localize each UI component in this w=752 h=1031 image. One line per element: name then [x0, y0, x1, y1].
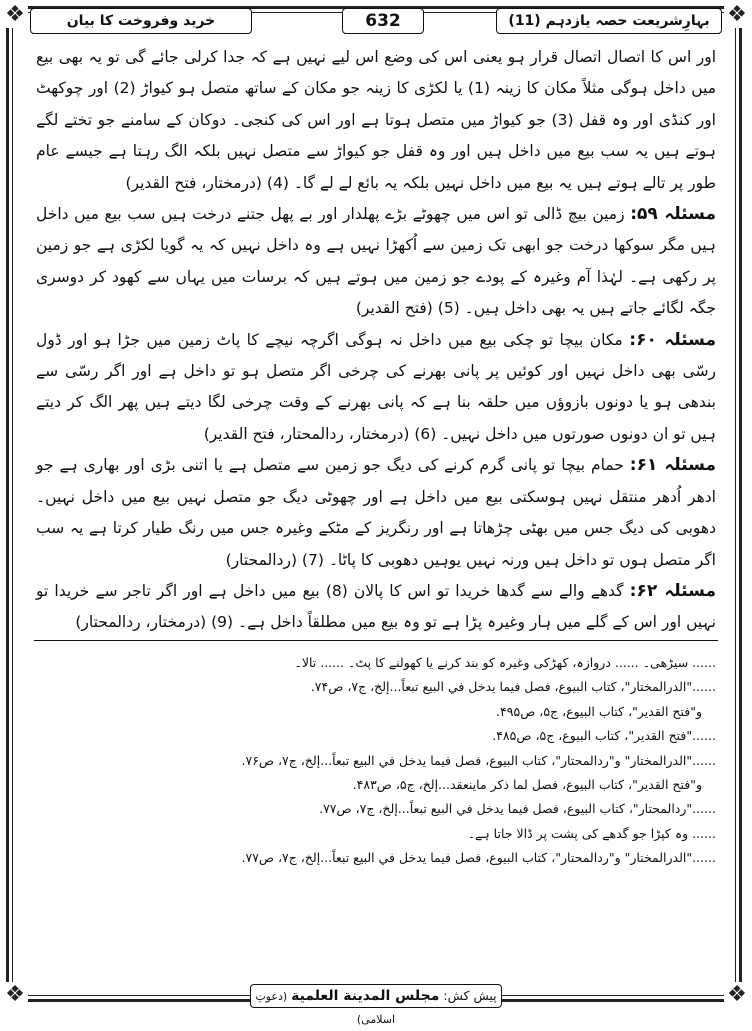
publisher-name: مجلس المدينة العلمية	[291, 988, 440, 1004]
masala-label: مسئلہ ۶۱:	[629, 455, 716, 476]
corner-ornament-icon: ❖	[724, 982, 750, 1008]
masala-label: مسئلہ ۵۹:	[630, 204, 716, 225]
footnote-divider	[34, 640, 718, 641]
masala-62	[36, 576, 716, 639]
footnote: ...... وہ کپڑا جو گدھے کی پشت پر ڈالا جاتا ہے۔	[467, 825, 716, 841]
page-body	[36, 42, 716, 639]
footnote: و"فتح القدير"، كتاب البيوع، فصل لما ذكر ماينعقد...إلخ، ج۵، ص۴۸۳.	[352, 777, 702, 793]
page-header	[30, 6, 722, 34]
footnote: ......"الدرالمختار" و"ردالمحتار"، كتاب البيوع، فصل فيما يدخل في البيع تبعاً...إلخ، ج۷، ص۷۶.	[241, 752, 716, 768]
footnote: و"فتح القدير"، كتاب البيوع، ج۵، ص۴۹۵.	[496, 703, 702, 719]
paragraph-intro: اور اس کا اتصال اتصال قرار ہو یعنی اس کی وضع اس لیے نہیں ہے کہ جدا کرلی جائے گی تو یہ بھی بیع میں داخل ہوگی مثلاً مکان کا زینہ (1) یا لکڑی کا زینہ جو مکان کے ساتھ متصل ہو کیواڑ (2) اور چوکھٹ اور کنڈی اور وہ قفل (3) جو کیواڑ میں متصل ہوتا ہے اور اس کی کنجی۔ دوکان کے سامنے جو تختے لگے ہوتے ہیں یہ سب بیع میں داخل ہیں اور وہ قفل جو کیواڑ سے متصل نہیں بلکہ الگ رہتا ہے جیسے عام طور پر تالے ہوتے ہیں یہ بیع میں داخل نہیں بلکہ یہ بائع لے لے گا۔ (4) (درمختار، فتح القدیر)	[36, 48, 716, 192]
masala-61	[36, 450, 716, 576]
publisher-footer	[250, 984, 502, 1026]
publisher-suffix: (دعوتِ اسلامی)	[255, 990, 396, 1026]
page-number: 632	[342, 8, 424, 34]
masala-text: حمام بیچا تو پانی گرم کرنے کی دیگ جو زمین سے متصل ہے یا اتنی بڑی اور بھاری ہے جو ادھر اُدھر منتقل نہیں ہوسکتی بیع میں داخل ہے اور چھوٹی دیگ جو متصل نہیں بیع میں داخل نہیں۔ دھوبی کی دیگ جس میں بھٹی چڑھاتا ہے اور رنگریز کے مٹکے وغیرہ جس میں رنگ طیار کرتا ہے یہ سب اگر متصل ہوں تو داخل ہیں ورنہ نہیں یوہیں دھوبی کا پاٹا۔ (7) (ردالمحتار)	[36, 456, 716, 569]
corner-ornament-icon: ❖	[724, 2, 750, 28]
masala-60	[36, 325, 716, 451]
footnotes	[36, 651, 716, 871]
corner-ornament-icon: ❖	[2, 2, 28, 28]
corner-ornament-icon: ❖	[2, 982, 28, 1008]
footnote: ......"الدرالمختار" و"ردالمحتار"، كتاب البيوع، فصل فيما يدخل في البيع تبعاً...إلخ، ج۷، ص۷۷.	[241, 850, 716, 866]
masala-label: مسئلہ ۶۰:	[629, 329, 716, 350]
footnote: ......"ردالمحتار"، كتاب البيوع، فصل فيما يدخل في البيع تبعاً...إلخ، ج۷، ص۷۷.	[319, 801, 716, 817]
chapter-title: خرید وفروخت کا بیان	[30, 8, 252, 34]
book-title: بہارِشریعت حصہ یازدہم (11)	[496, 8, 722, 34]
masala-label: مسئلہ ۶۲:	[629, 580, 716, 601]
footnote: ...... سیڑھی۔ ...... دروازہ، کھڑکی وغیرہ کو بند کرنے یا کھولنے کا پٹ۔ ...... تالا۔	[294, 655, 716, 670]
masala-59	[36, 199, 716, 325]
masala-text: زمین بیچ ڈالی تو اس میں چھوٹے بڑے پھلدار اور بے پھل جتنے درخت ہیں سب بیع میں داخل ہیں مگر سوکھا درخت جو ابھی تک زمین سے اُکھڑا نہیں ہے وہ داخل نہیں کہ یہ گویا لکڑی ہے جو زمین پر رکھی ہے۔ لہٰذا آم وغیرہ کے پودے جو زمین میں ہوتے ہیں کہ برسات میں یہاں سے کھود کر دوسری جگہ لگائے جاتے ہیں یہ بھی داخل ہیں۔ (5) (فتح القدیر)	[36, 205, 716, 318]
masala-text: گدھے والے سے گدھا خریدا تو اس کا پالان (8) بیع میں داخل ہے اور اگر تاجر سے خریدا تو نہیں اور اس کے گلے میں ہار وغیرہ پڑا ہے تو وہ بیع میں مطلقاً داخل ہے۔ (9) (درمختار، ردالمحتار)	[36, 581, 716, 632]
footnote: ......"الدرالمختار"، كتاب البيوع، فصل فيما يدخل في البيع تبعاً...إلخ، ج۷، ص۷۴.	[310, 679, 716, 695]
masala-text: مکان بیچا تو چکی بیع میں داخل نہ ہوگی اگرچہ نیچے کا پاٹ زمین میں جڑا ہو اور ڈول رسّی بھی داخل نہیں اور کوئیں پر پانی بھرنے کی چرخی اگر متصل ہو تو داخل ہے اور اگر رسّی سے بندھی ہو یا دونوں بازوؤں میں حلقہ بنا ہے کہ پانی بھرنے کے وقت چرخی لگا دیتے ہیں پھر الگ کر دیتے ہیں تو ان دونوں صورتوں میں داخل نہیں۔ (6) (درمختار، ردالمحتار، فتح القدیر)	[36, 330, 716, 443]
footer-prefix: پیش کش:	[443, 988, 497, 1003]
footnote: ......"فتح القدير"، كتاب البيوع، ج۵، ص۴۸۵.	[492, 728, 716, 744]
